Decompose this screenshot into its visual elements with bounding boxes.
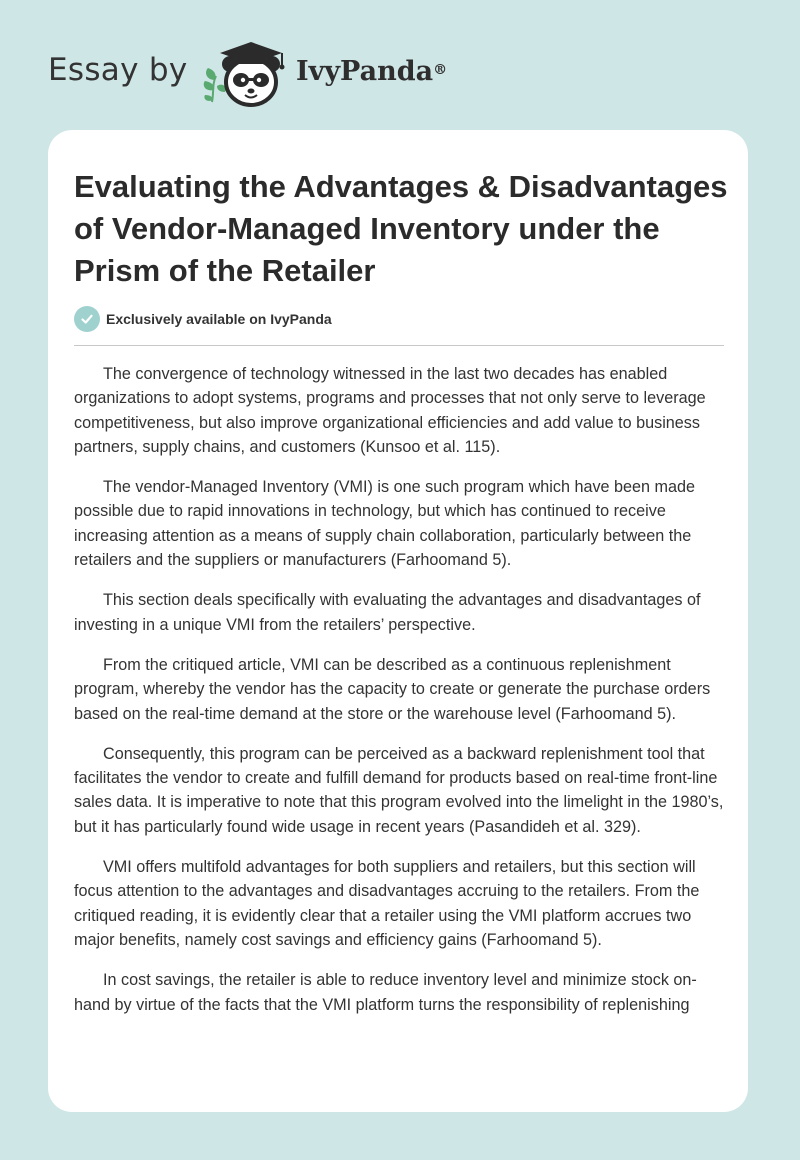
- essay-body: [74, 362, 724, 1033]
- leaf-icon: [204, 68, 226, 102]
- paragraph: From the critiqued article, VMI can be described as a continuous replenishment program, whereby the vendor has the capacity to create or generate the purchase orders based on the real-time demand at the store or the warehouse level (Farhoomand 5).: [74, 655, 711, 723]
- title-divider: [74, 345, 724, 346]
- panda-logo-icon[interactable]: [200, 36, 294, 110]
- availability-text: Exclusively available on IvyPanda: [106, 311, 332, 327]
- essay-title: Evaluating the Advantages & Disadvantages of Vendor-Managed Inventory under the Prism of the Retailer: [74, 169, 728, 288]
- paragraph: Consequently, this program can be perceived as a backward replenishment tool that facilitates the vendor to create and fulfill demand for products based on real-time front-line sales data. It is imperative to note that this program evolved into the limelight in the 1980’s, but it has particularly found wide usage in recent years (Pasandideh et al. 329).: [74, 744, 724, 836]
- paragraph: The vendor-Managed Inventory (VMI) is one such program which have been made possible due to rapid innovations in technology, but which has continued to receive increasing attention as a means of supply chain collaboration, particularly between the retailers and the suppliers or manufacturers (Farhoomand 5).: [74, 478, 696, 570]
- check-icon: [74, 306, 100, 332]
- essay-card: [48, 130, 748, 1112]
- paragraph: VMI offers multifold advantages for both suppliers and retailers, but this section will focus attention to the advantages and disadvantages accruing to the retailers. From the critiqued reading, it is evidently clear that a retailer using the VMI platform accrues two major benefits, namely cost savings and efficiency gains (Farhoomand 5).: [74, 858, 700, 949]
- brand-name-text: IvyPanda: [296, 56, 434, 87]
- paragraph: The convergence of technology witnessed in the last two decades has enabled organizations to adopt systems, programs and processes that not only serve to leverage competitiveness, but also improve organizational efficiencies and add value to business partners, supply chains, and customers (Kunsoo et al. 115).: [74, 365, 706, 456]
- brand-name[interactable]: [296, 54, 447, 90]
- paragraph: In cost savings, the retailer is able to reduce inventory level and minimize stock on-hand by virtue of the facts that the VMI platform turns the responsibility of replenishing: [74, 971, 697, 1014]
- paragraph: This section deals specifically with evaluating the advantages and disadvantages of investing in a unique VMI from the retailers’ perspective.: [74, 591, 701, 634]
- availability-badge: [74, 306, 332, 332]
- essay-by-label: Essay by: [48, 52, 188, 88]
- registered-mark: ®: [433, 62, 448, 78]
- site-header: [0, 0, 800, 130]
